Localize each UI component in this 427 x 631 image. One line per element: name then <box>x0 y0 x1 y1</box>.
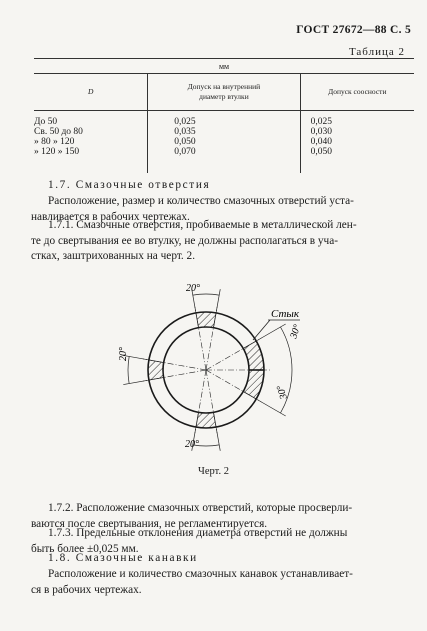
standard-header: ГОСТ 27672—88 С. 5 <box>296 24 411 36</box>
column-header-d: D <box>34 74 148 111</box>
angle-label-bottom: 20° <box>185 439 199 450</box>
item-1-7-2: 1.7.2. Расположение смазочных отверстий, которые просверли- ваются после свертывания, не регламентируется. <box>31 502 353 530</box>
extension-line <box>216 429 220 451</box>
dimension-arc <box>193 294 219 295</box>
angle-label-right-lower: 30° <box>275 383 290 401</box>
section-1-8-text: Расположение и количество смазочных канавок устанавливает- ся в рабочих чертежах. <box>31 568 353 596</box>
tolerance-table <box>34 58 414 173</box>
extension-line <box>216 289 220 311</box>
hatched-zone <box>148 360 164 380</box>
table-row: » 80 » 120 0,050 0,040 <box>34 137 414 147</box>
extension-line <box>258 400 286 416</box>
section-1-8-title: 1.8. Смазочные канавки <box>48 552 198 564</box>
drawing-caption: Черт. 2 <box>198 466 229 477</box>
extension-line <box>123 380 147 384</box>
item-1-7-1: 1.7.1. Смазочные отверстия, пробиваемые в металлической лен- те до свертывания ее во втулку, не должны располагаться в уча- стках, заштрихованных на черт. 2. <box>31 219 357 262</box>
angle-label-left: 20° <box>118 347 129 361</box>
angle-label-right-upper: 30° <box>288 323 304 340</box>
hatched-zone <box>196 412 216 428</box>
column-header-coaxiality: Допуск соосности <box>300 74 414 111</box>
table-caption: Таблица 2 <box>348 46 405 58</box>
table-row: До 50 0,025 0,025 <box>34 111 414 128</box>
table-unit: мм <box>34 59 414 74</box>
extension-line <box>258 324 286 340</box>
joint-leader <box>253 320 270 340</box>
section-1-7-text: Расположение, размер и количество смазочных отверстий уста- навливается в рабочих чертежах. <box>31 195 354 223</box>
hatched-zone <box>196 312 216 328</box>
section-1-7-title: 1.7. Смазочные отверстия <box>48 179 211 191</box>
joint-label: Стык <box>271 308 300 320</box>
column-header-inner-tolerance: Допуск на внутренний диаметр втулки <box>148 74 300 111</box>
table-row: Св. 50 до 80 0,035 0,030 <box>34 127 414 137</box>
item-1-7-3: 1.7.3. Предельные отклонения диаметра отверстий не должны быть более ±0,025 мм. <box>31 527 348 555</box>
angle-label-top: 20° <box>186 283 200 294</box>
table-row: » 120 » 150 0,070 0,050 <box>34 147 414 173</box>
lubrication-zones-drawing <box>100 272 340 462</box>
